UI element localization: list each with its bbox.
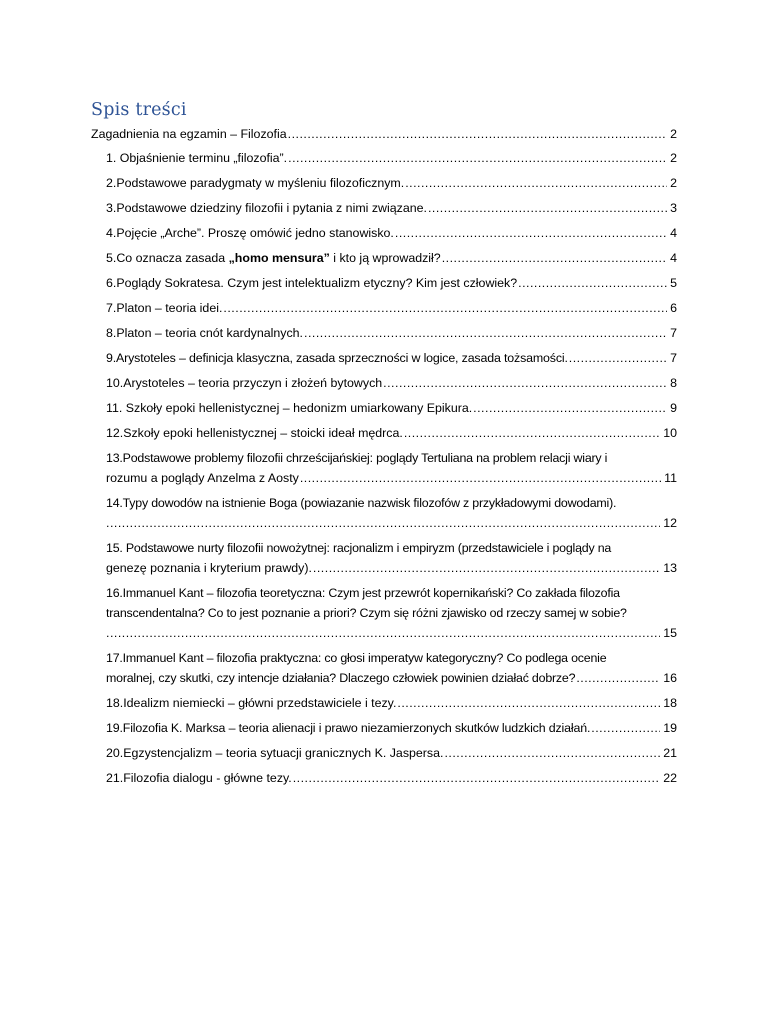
toc-entry[interactable] <box>106 173 677 193</box>
toc-entry[interactable] <box>106 493 677 533</box>
toc-entry-text: 7.Platon – teoria idei. <box>106 301 223 315</box>
dot-leader <box>576 668 660 688</box>
dot-leader <box>288 124 667 144</box>
dot-leader <box>106 513 660 533</box>
toc-page-number: 10 <box>663 426 677 440</box>
dot-leader <box>397 693 660 713</box>
toc-page-number: 2 <box>670 127 677 141</box>
toc-entry[interactable] <box>106 743 677 763</box>
toc-page-number: 18 <box>663 696 677 710</box>
toc-page-number: 21 <box>663 746 677 760</box>
toc-entry-lead: 13.Podstawowe problemy filozofii chrześcijańskiej: poglądy Tertuliana na problem relacji wiary i <box>106 451 608 465</box>
toc-page-number: 9 <box>670 401 677 415</box>
toc-entry-text: 4.Pojęcie „Arche”. Proszę omówić jedno stanowisko. <box>106 226 394 240</box>
toc-entry-text: 6.Poglądy Sokratesa. Czym jest intelektualizm etyczny? Kim jest człowiek? <box>106 276 518 290</box>
toc-entry-text: moralnej, czy skutki, czy intencje działania? Dlaczego człowiek powinien działać dobrze? <box>106 671 576 685</box>
dot-leader <box>106 623 660 643</box>
dot-leader <box>569 348 667 368</box>
toc-entry-text: 2.Podstawowe paradygmaty w myśleniu filozoficznym. <box>106 176 405 190</box>
toc-page-number: 6 <box>670 301 677 315</box>
toc-entry-lead: 16.Immanuel Kant – filozofia teoretyczna: Czym jest przewrót kopernikański? Co zakłada filozofia <box>106 586 620 600</box>
toc-page-number: 3 <box>670 201 677 215</box>
toc-entry[interactable] <box>106 538 677 578</box>
dot-leader <box>304 323 667 343</box>
toc-entry-text: 19.Filozofia K. Marksa – teoria alienacji i prawo niezamierzonych skutków ludzkich działań. <box>106 721 591 735</box>
toc-entry-lead: 15. Podstawowe nurty filozofii nowożytnej: racjonalizm i empiryzm (przedstawiciele i poglądy na <box>106 541 612 555</box>
toc-page-number: 4 <box>670 251 677 265</box>
toc-entry[interactable] <box>106 423 677 443</box>
toc-entry[interactable] <box>106 223 677 243</box>
toc-entry-text-bold: „homo mensura” <box>228 251 330 265</box>
dot-leader <box>293 768 660 788</box>
toc-page-number: 7 <box>670 351 677 365</box>
dot-leader <box>300 468 661 488</box>
toc-page-number: 4 <box>670 226 677 240</box>
toc-entry[interactable] <box>106 148 677 168</box>
dot-leader <box>473 398 667 418</box>
toc-entry[interactable] <box>106 298 677 318</box>
dot-leader <box>223 298 667 318</box>
dot-leader <box>518 273 667 293</box>
toc-entry-text: 12.Szkoły epoki hellenistycznej – stoicki ideał mędrca. <box>106 426 403 440</box>
toc-entry-text <box>106 248 441 268</box>
toc-entry-text: 20.Egzystencjalizm – teoria sytuacji granicznych K. Jaspersa. <box>106 746 444 760</box>
toc-page-number: 11 <box>664 471 677 485</box>
toc-entry-text-part: 5.Co oznacza zasada <box>106 251 229 265</box>
toc-entry-lead: 14.Typy dowodów na istnienie Boga (powiazanie nazwisk filozofów z przykładowymi dowodami). <box>106 496 617 510</box>
toc-entry-text: 3.Podstawowe dziedziny filozofii i pytania z nimi związane. <box>106 201 427 215</box>
toc-entry[interactable] <box>106 768 677 788</box>
toc-entry[interactable] <box>106 718 677 738</box>
toc-entry-lead: transcendentalna? Co to jest poznanie a priori? Czym się różni zjawisko od rzeczy samej w sobie? <box>106 606 627 620</box>
table-of-contents <box>91 124 677 788</box>
toc-entry[interactable] <box>106 273 677 293</box>
dot-leader <box>313 558 660 578</box>
toc-entry[interactable] <box>106 348 677 368</box>
toc-entry-text: 1. Objaśnienie terminu „filozofia”. <box>106 151 288 165</box>
toc-page-number: 7 <box>670 326 677 340</box>
toc-page-number: 16 <box>663 671 677 685</box>
toc-entry[interactable] <box>106 693 677 713</box>
dot-leader <box>428 198 667 218</box>
toc-entry-text: 8.Platon – teoria cnót kardynalnych. <box>106 326 303 340</box>
toc-entry-text: 18.Idealizm niemiecki – główni przedstawiciele i tezy. <box>106 696 397 710</box>
toc-entry-lead: 17.Immanuel Kant – filozofia praktyczna: co głosi imperatyw kategoryczny? Co podlega ocenie <box>106 651 607 665</box>
toc-page-number: 13 <box>663 561 677 575</box>
toc-entry-text: 10.Arystoteles – teoria przyczyn i złożeń bytowych <box>106 376 383 390</box>
toc-entry-text: 9.Arystoteles – definicja klasyczna, zasada sprzeczności w logice, zasada tożsamości. <box>106 351 568 365</box>
toc-entry[interactable] <box>106 248 677 268</box>
toc-page-number: 19 <box>663 721 677 735</box>
toc-page-number: 15 <box>663 626 677 640</box>
toc-page-number: 5 <box>670 276 677 290</box>
dot-leader <box>288 148 667 168</box>
dot-leader <box>444 743 660 763</box>
toc-entry[interactable] <box>106 398 677 418</box>
toc-page-number: 2 <box>670 151 677 165</box>
toc-page-number: 2 <box>670 176 677 190</box>
dot-leader <box>405 173 667 193</box>
toc-title: Spis treści <box>91 100 187 120</box>
dot-leader <box>383 373 667 393</box>
dot-leader <box>395 223 667 243</box>
toc-entry-heading[interactable] <box>91 124 677 144</box>
dot-leader <box>404 423 660 443</box>
toc-entry-text: genezę poznania i kryterium prawdy). <box>106 561 312 575</box>
toc-entry-text: 21.Filozofia dialogu - główne tezy. <box>106 771 292 785</box>
dot-leader <box>442 248 667 268</box>
toc-entry-text: rozumu a poglądy Anzelma z Aosty <box>106 471 299 485</box>
toc-page-number: 12 <box>663 516 677 530</box>
toc-entry[interactable] <box>106 583 677 643</box>
toc-page-number: 22 <box>663 771 677 785</box>
toc-entry-text-part: i kto ją wprowadził? <box>329 251 441 265</box>
dot-leader <box>591 718 660 738</box>
toc-entry[interactable] <box>106 373 677 393</box>
toc-entry[interactable] <box>106 198 677 218</box>
toc-entry[interactable] <box>106 323 677 343</box>
toc-entry-text: Zagadnienia na egzamin – Filozofia <box>91 127 287 141</box>
toc-entry[interactable] <box>106 448 677 488</box>
toc-entry-text: 11. Szkoły epoki hellenistycznej – hedonizm umiarkowany Epikura. <box>106 401 473 415</box>
toc-page-number: 8 <box>670 376 677 390</box>
toc-entry[interactable] <box>106 648 677 688</box>
